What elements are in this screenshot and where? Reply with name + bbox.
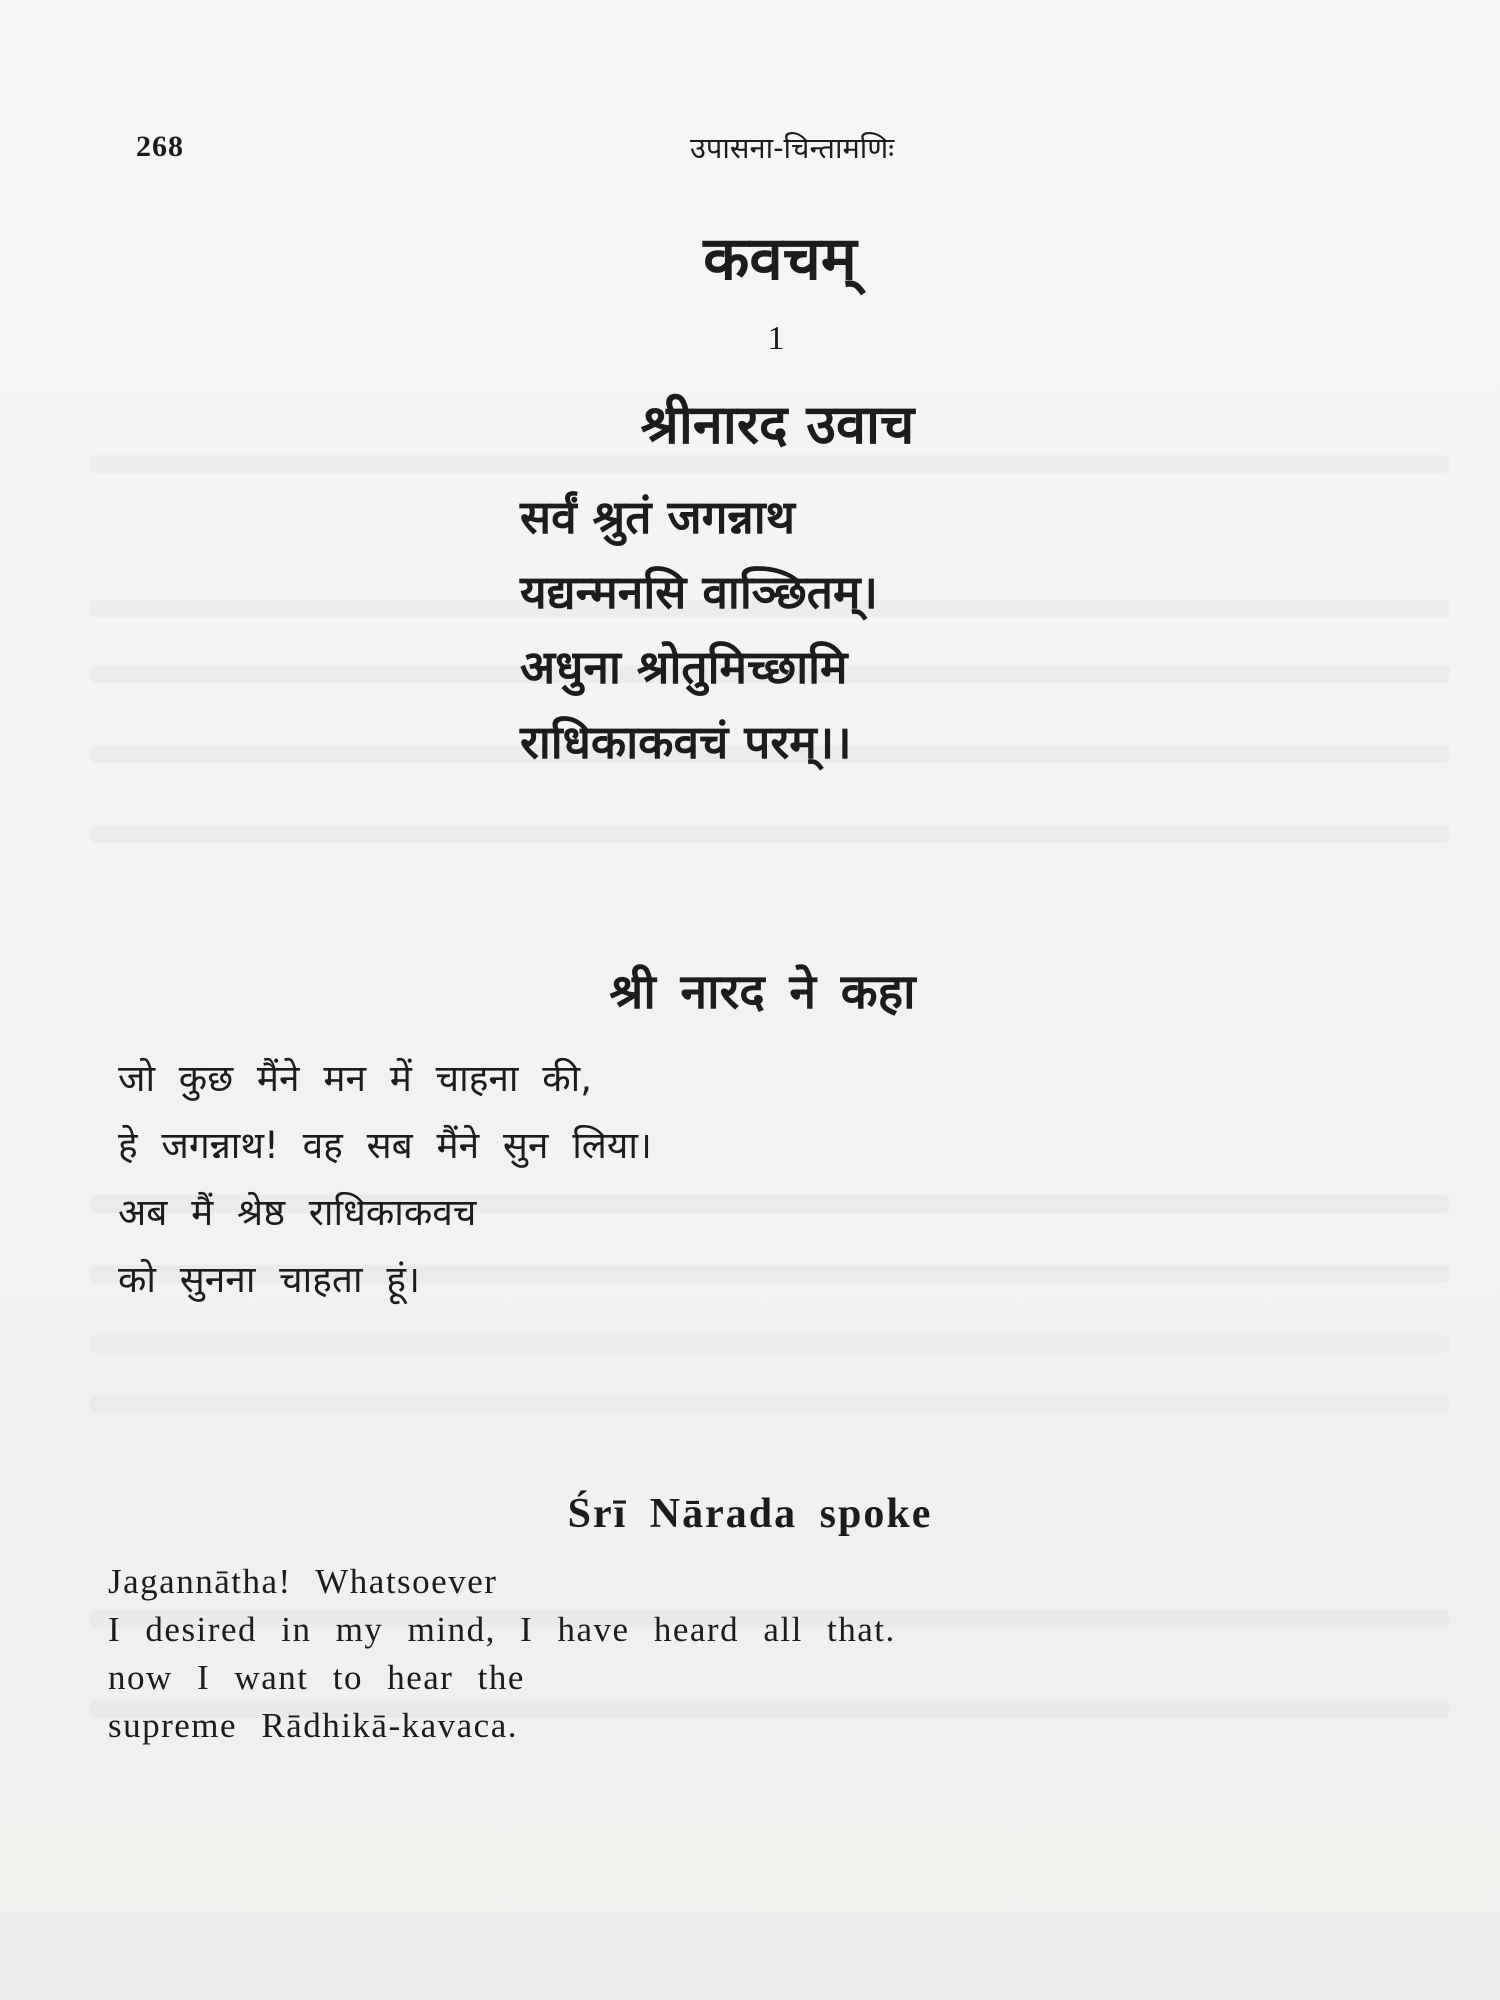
hindi-heading: श्री नारद ने कहा [609,964,916,1020]
english-line: supreme Rādhikā-kavaca. [108,1706,519,1745]
english-line: I desired in my mind, I have heard all that. [108,1610,896,1649]
english-line: Jagannātha! Whatsoever [108,1562,498,1601]
section-title: कवचम् [703,224,857,294]
bleed-through-line [90,1395,1450,1413]
hindi-line: अब मैं श्रेष्ठ राधिकाकवच [118,1191,477,1234]
hindi-translation [118,1045,652,1313]
sanskrit-line: राधिकाकवचं परम्।। [520,715,852,769]
sanskrit-line: अधुना श्रोतुमिच्छामि [520,640,848,694]
english-line: now I want to hear the [108,1658,525,1697]
running-title: उपासना-चिन्तामणिः [690,131,895,165]
sanskrit-heading: श्रीनारद उवाच [640,393,915,456]
bleed-through-line [90,825,1450,843]
sanskrit-line: सर्वं श्रुतं जगन्नाथ [520,490,796,544]
hindi-line: जो कुछ मैंने मन में चाहना की, [118,1057,593,1100]
sanskrit-line: यद्यन्मनसि वाञ्छितम्। [520,565,878,619]
hindi-line: हे जगन्नाथ! वह सब मैंने सुन लिया। [118,1124,652,1167]
english-translation [108,1558,896,1750]
english-heading: Śrī Nārada spoke [567,1491,933,1537]
bleed-through-line [90,1335,1450,1353]
verse-number: 1 [767,320,785,357]
sanskrit-verse [520,480,878,780]
hindi-line: को सुनना चाहता हूं। [118,1258,421,1301]
page-number: 268 [136,130,184,163]
